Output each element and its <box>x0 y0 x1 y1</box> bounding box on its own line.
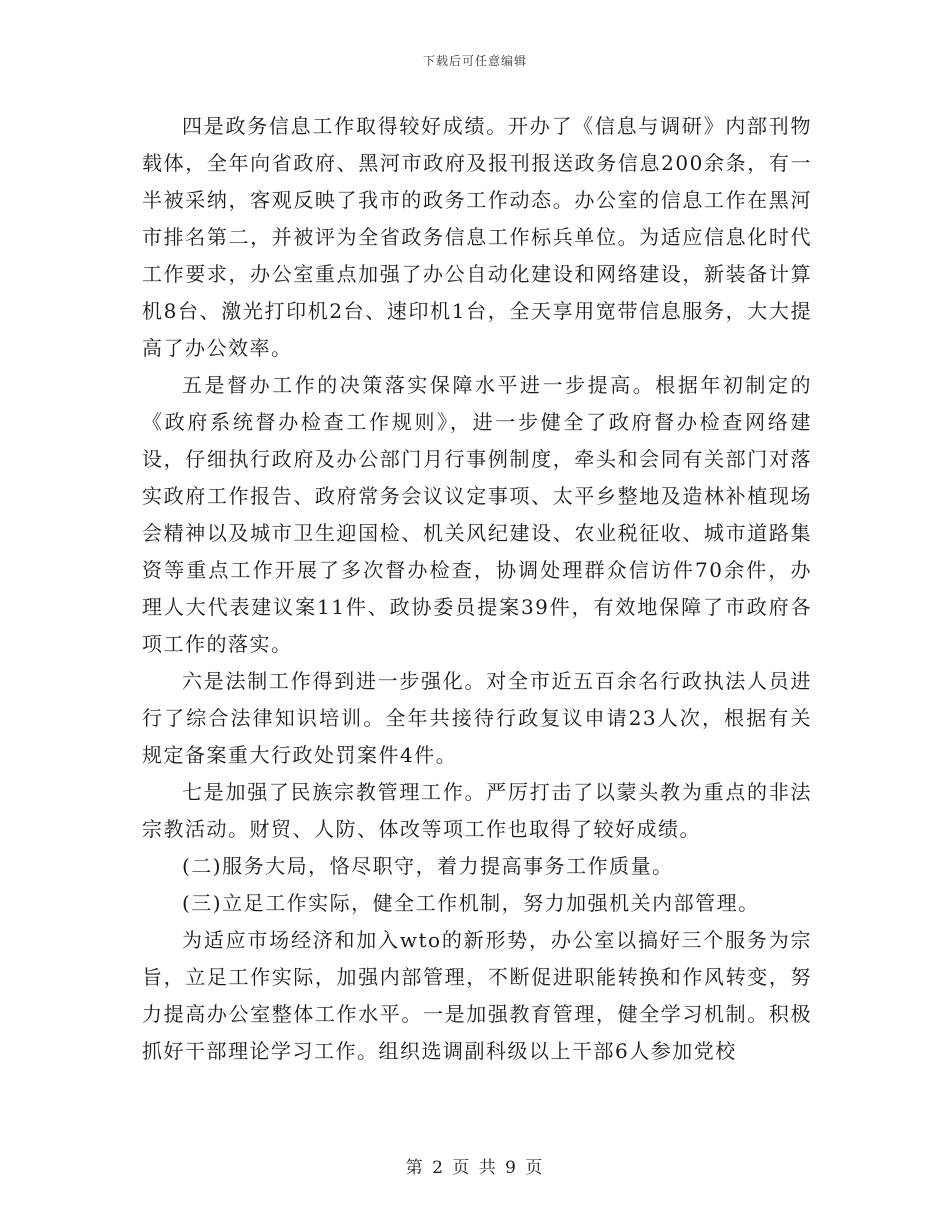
page-header: 下载后可任意编辑 <box>422 54 527 68</box>
paragraph-supervision-work: 五是督办工作的决策落实保障水平进一步提高。根据年初制定的《政府系统督办检查工作规则》，进一步健全了政府督办检查网络建设，仔细执行政府及办公部门月行事例制度，牵头和会同有关部门对落实政府工作报告、政府常务会议议定事项、太平乡整地及造林补植现场会精神以及城市卫生迎国检、机关风纪建设、农业税征收、城市道路集资等重点工作开展了多次督办检查，协调处理群众信访件70余件，办理人大代表建议案11件、政协委员提案39件，有效地保障了市政府各项工作的落实。 <box>142 373 812 656</box>
paragraph-ethnic-religion-work: 七是加强了民族宗教管理工作。严厉打击了以蒙头教为重点的非法宗教活动。财贸、人防、体改等项工作也取得了较好成绩。 <box>142 780 812 841</box>
paragraph-internal-management: 为适应市场经济和加入wto的新形势，办公室以搞好三个服务为宗旨，立足工作实际，加强内部管理，不断促进职能转换和作风转变，努力提高办公室整体工作水平。一是加强教育管理，健全学习机制。积极抓好干部理论学习工作。组织选调副科级以上干部6人参加党校 <box>142 928 812 1063</box>
paragraph-section-two-heading: (二)服务大局，恪尽职守，着力提高事务工作质量。 <box>182 854 674 878</box>
page-footer: 第 2 页 共 9 页 <box>405 1158 545 1178</box>
document-body <box>142 108 812 1070</box>
paragraph-legal-work: 六是法制工作得到进一步强化。对全市近五百余名行政执法人员进行了综合法律知识培训。全年共接待行政复议申请23人次，根据有关规定备案重大行政处罚案件4件。 <box>142 669 812 767</box>
paragraph-information-work: 四是政务信息工作取得较好成绩。开办了《信息与调研》内部刊物载体，全年向省政府、黑河市政府及报刊报送政务信息200余条，有一半被采纳，客观反映了我市的政务工作动态。办公室的信息工作在黑河市排名第二，并被评为全省政务信息工作标兵单位。为适应信息化时代工作要求，办公室重点加强了办公自动化建设和网络建设，新装备计算机8台、激光打印机2台、速印机1台，全天享用宽带信息服务，大大提高了办公效率。 <box>142 114 812 360</box>
paragraph-section-three-heading: (三)立足工作实际，健全工作机制，努力加强机关内部管理。 <box>182 891 760 915</box>
